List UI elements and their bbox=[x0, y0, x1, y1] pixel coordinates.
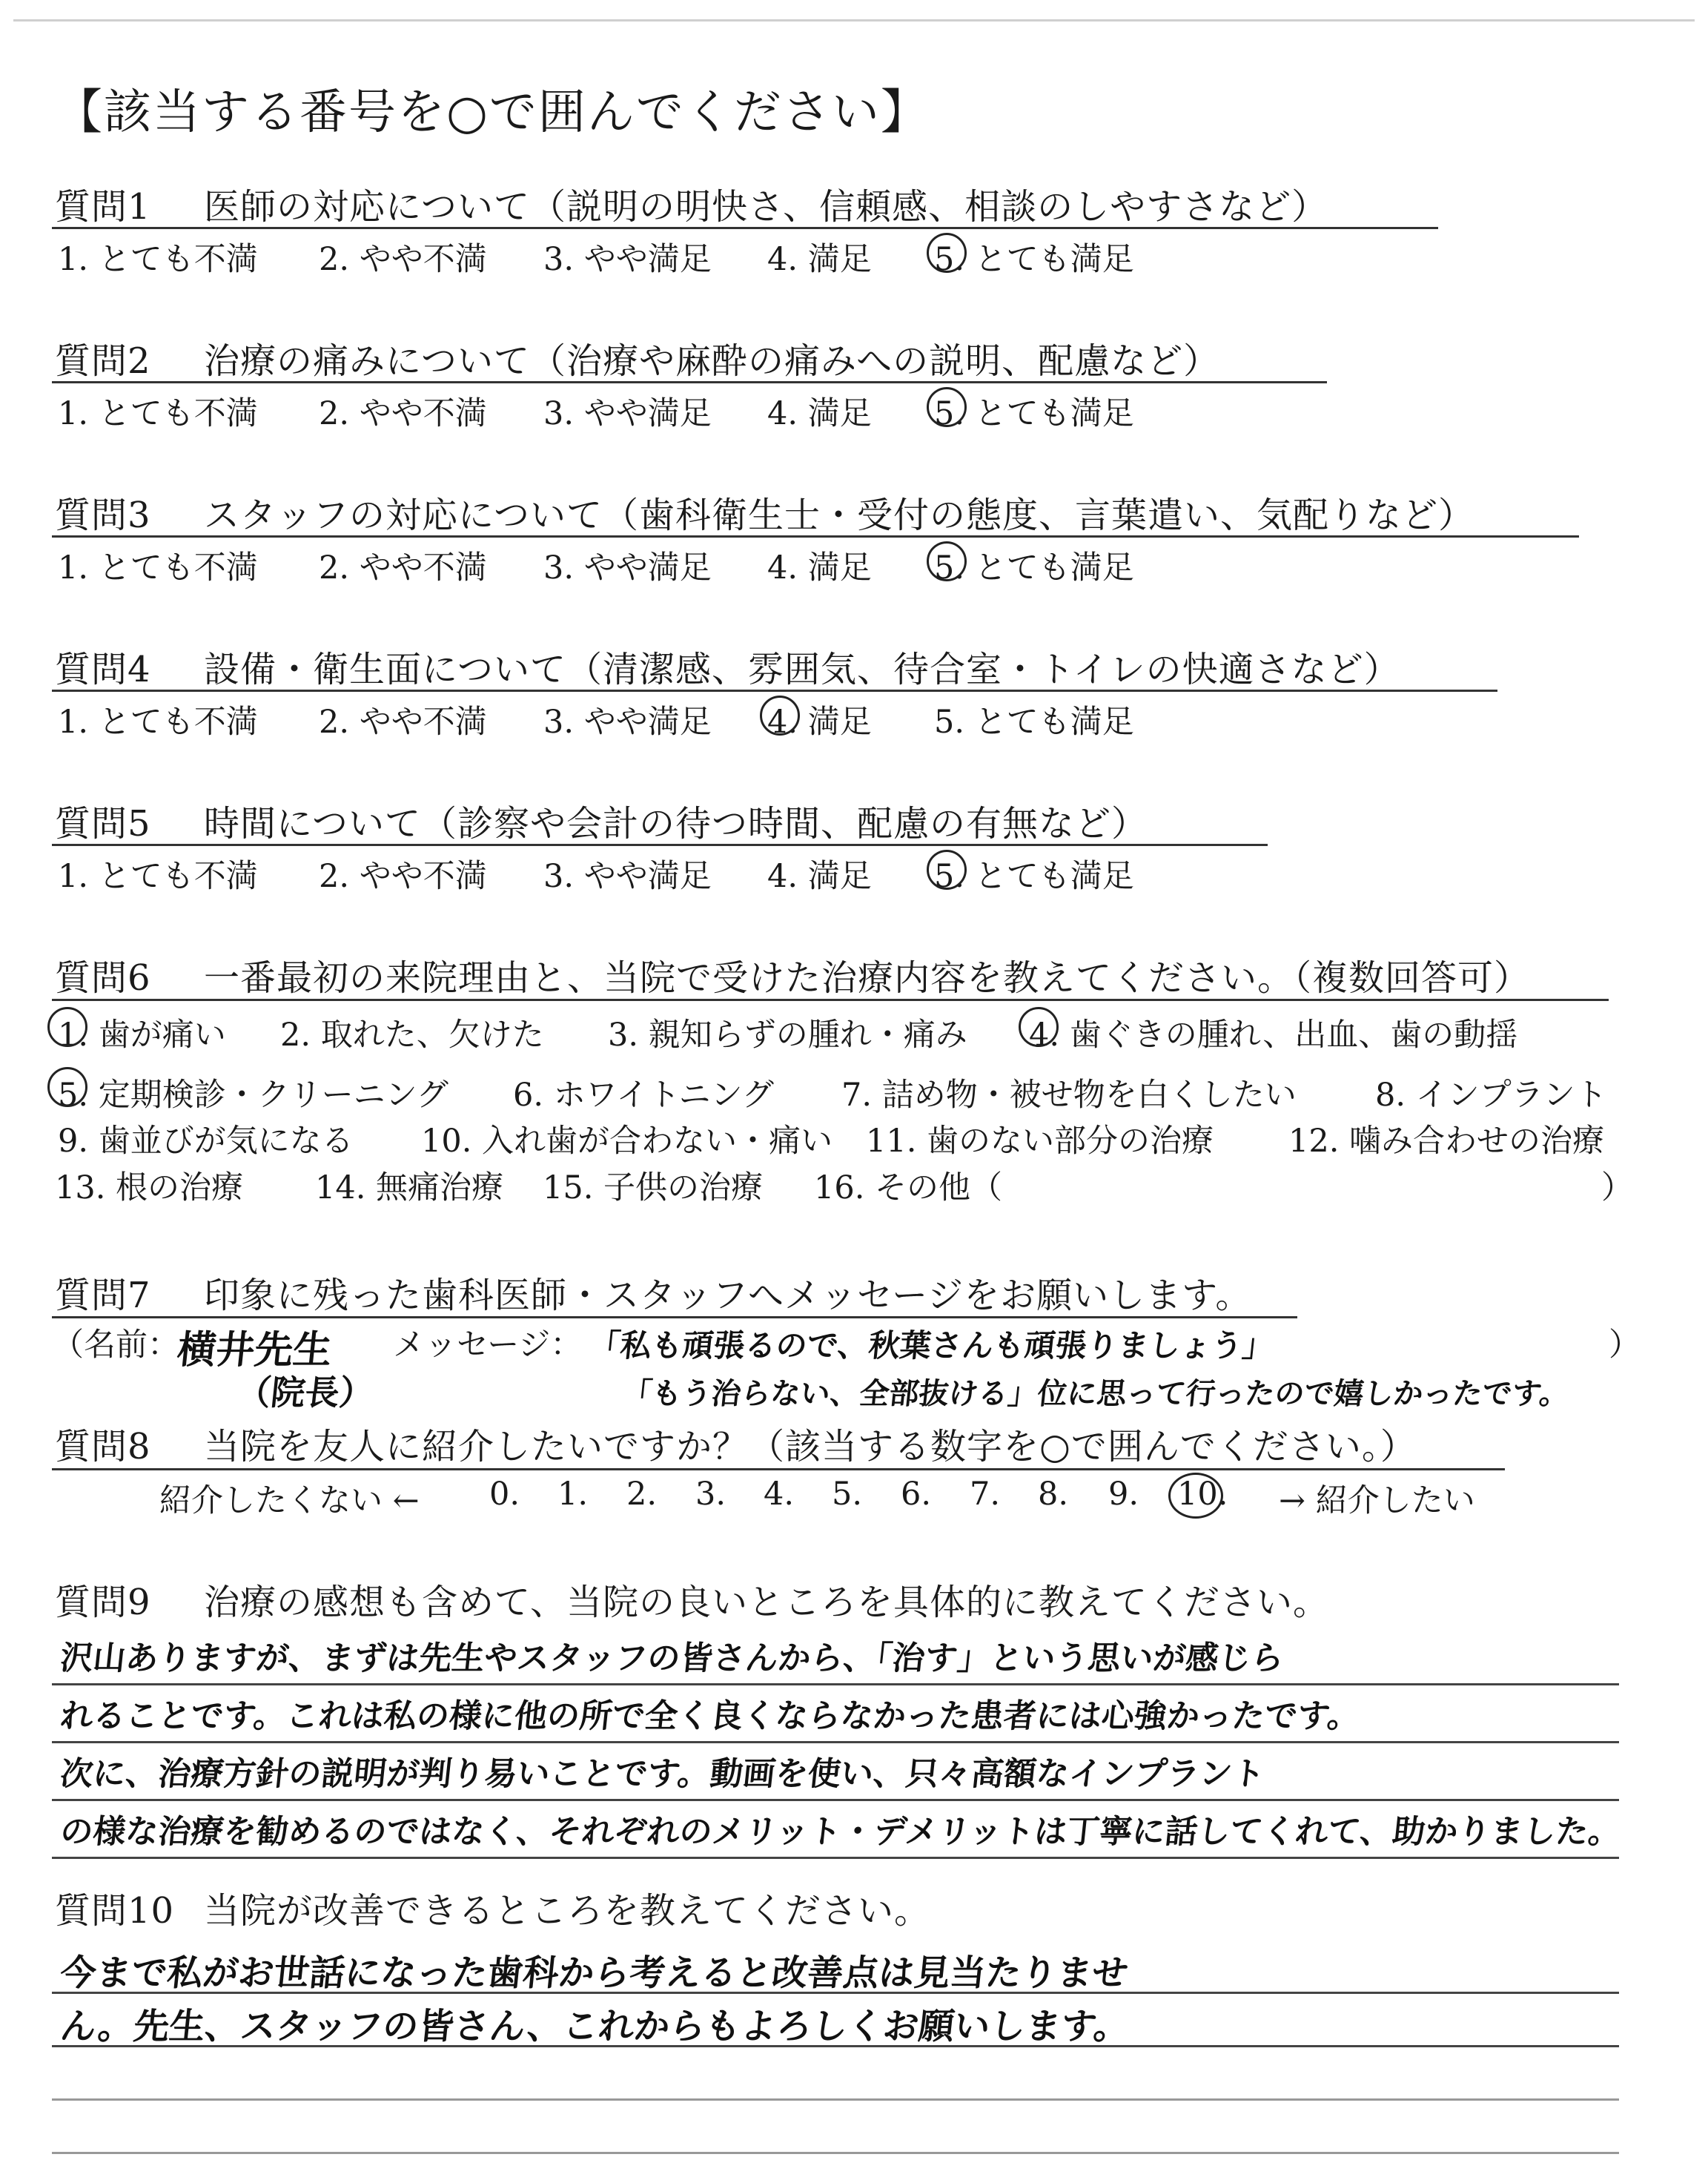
scale-option-5: 5. とても満足 bbox=[934, 858, 1134, 895]
answer-circle bbox=[927, 387, 967, 427]
scale-option-1: 1. とても不満 bbox=[58, 241, 258, 278]
answer-circle bbox=[47, 1007, 87, 1047]
message-label: メッセージ： bbox=[393, 1327, 583, 1364]
question-text: 治療の感想も含めて、当院の良いところを具体的に教えてください。 bbox=[204, 1582, 1330, 1623]
scale-right-label: → 紹介したい bbox=[1279, 1482, 1475, 1519]
handwritten-name: 横井先生 bbox=[175, 1328, 334, 1373]
ruled-line bbox=[52, 2152, 1619, 2154]
treatment-option-9: 9. 歯並びが気になる bbox=[58, 1123, 354, 1160]
scale-option-4: 4. 満足 bbox=[767, 549, 872, 587]
ruled-line bbox=[52, 1799, 1619, 1801]
answer-circle bbox=[1019, 1007, 1059, 1047]
treatment-option-11: 11. 歯のない部分の治療 bbox=[866, 1123, 1214, 1160]
scale-option-1: 1. とても不満 bbox=[58, 549, 258, 587]
handwritten-answer-line: ん。先生、スタッフの皆さん、これからもよろしくお願いします。 bbox=[58, 2006, 1132, 2047]
question-text: 当院が改善できるところを教えてください。 bbox=[204, 1890, 931, 1932]
scale-number-9: 9. bbox=[1108, 1476, 1139, 1513]
scale-option-3: 3. やや満足 bbox=[543, 549, 712, 587]
handwritten-answer-line: 次に、治療方針の説明が判り易いことです。動画を使い、只々高額なインプラント bbox=[58, 1755, 1267, 1793]
message-close-paren: ） bbox=[1609, 1327, 1641, 1364]
question-label: 質問5 bbox=[55, 803, 151, 845]
ruled-line bbox=[52, 1741, 1619, 1743]
question-label: 質問1 bbox=[55, 186, 151, 228]
question-underline bbox=[52, 1468, 1505, 1470]
scale-option-2: 2. やや不満 bbox=[319, 549, 487, 587]
question-label: 質問10 bbox=[55, 1890, 175, 1932]
question-text: 一番最初の来院理由と、当院で受けた治療内容を教えてください。（複数回答可） bbox=[204, 957, 1531, 999]
question-underline bbox=[52, 535, 1579, 538]
scale-option-1: 1. とても不満 bbox=[58, 858, 258, 895]
scale-number-10: 10. bbox=[1177, 1476, 1228, 1513]
question-text: 印象に残った歯科医師・スタッフへメッセージをお願いします。 bbox=[204, 1275, 1252, 1316]
treatment-option-13: 13. 根の治療 bbox=[55, 1169, 244, 1206]
question-label: 質問9 bbox=[55, 1582, 151, 1623]
scale-number-6: 6. bbox=[901, 1476, 932, 1513]
scale-option-4: 4. 満足 bbox=[767, 395, 872, 432]
scale-option-2: 2. やや不満 bbox=[319, 241, 487, 278]
scale-option-1: 1. とても不満 bbox=[58, 704, 258, 741]
question-label: 質問3 bbox=[55, 495, 151, 536]
treatment-option-8: 8. インプラント bbox=[1375, 1077, 1607, 1114]
handwritten-message-line-1: 「私も頑張るので、秋葉さんも頑張りましょう」 bbox=[587, 1327, 1276, 1364]
question-label: 質問4 bbox=[55, 649, 151, 690]
instruction-heading: 【該当する番号を○で囲んでください】 bbox=[55, 85, 930, 140]
question-text: スタッフの対応について（歯科衛生士・受付の態度、言葉遣い、気配りなど） bbox=[204, 495, 1475, 536]
question-underline bbox=[52, 227, 1438, 229]
treatment-option-14: 14. 無痛治療 bbox=[315, 1169, 504, 1206]
scale-option-1: 1. とても不満 bbox=[58, 395, 258, 432]
question-underline bbox=[52, 381, 1327, 383]
question-text: 医師の対応について（説明の明快さ、信頼感、相談のしやすさなど） bbox=[204, 186, 1328, 228]
treatment-option-7: 7. 詰め物・被せ物を白くしたい bbox=[841, 1077, 1297, 1114]
handwritten-answer-line: の様な治療を勧めるのではなく、それぞれのメリット・デメリットは丁寧に話してくれて、助かりました。 bbox=[58, 1813, 1623, 1851]
scale-option-3: 3. やや満足 bbox=[543, 704, 712, 741]
question-underline bbox=[52, 690, 1497, 692]
scale-left-label: 紹介したくない ← bbox=[159, 1482, 420, 1519]
scale-option-4: 4. 満足 bbox=[767, 858, 872, 895]
other-close-paren: ） bbox=[1601, 1169, 1633, 1206]
scale-option-5: 5. とても満足 bbox=[934, 395, 1134, 432]
handwritten-answer-line: 今まで私がお世話になった歯科から考えると改善点は見当たりませ bbox=[58, 1952, 1131, 1994]
scale-option-3: 3. やや満足 bbox=[543, 395, 712, 432]
question-underline bbox=[52, 999, 1609, 1001]
question-label: 質問8 bbox=[55, 1426, 151, 1467]
treatment-option-5: 5. 定期検診・クリーニング bbox=[58, 1077, 448, 1114]
ruled-line bbox=[52, 2098, 1619, 2101]
handwritten-answer-line: 沢山ありますが、まずは先生やスタッフの皆さんから、「治す」という思いが感じら bbox=[58, 1639, 1286, 1677]
answer-circle bbox=[927, 850, 967, 890]
treatment-option-4: 4. 歯ぐきの腫れ、出血、歯の動揺 bbox=[1029, 1017, 1518, 1054]
treatment-option-16: 16. その他（ bbox=[814, 1169, 1003, 1206]
question-text: 時間について（診察や会計の待つ時間、配慮の有無など） bbox=[204, 803, 1148, 845]
scale-option-4: 4. 満足 bbox=[767, 704, 872, 741]
question-text: 当院を友人に紹介したいですか？（該当する数字を○で囲んでください。） bbox=[204, 1426, 1417, 1467]
treatment-option-1: 1. 歯が痛い bbox=[58, 1017, 226, 1054]
scale-option-3: 3. やや満足 bbox=[543, 858, 712, 895]
question-underline bbox=[52, 844, 1268, 846]
question-text: 治療の痛みについて（治療や麻酔の痛みへの説明、配慮など） bbox=[204, 340, 1220, 382]
answer-circle bbox=[1168, 1473, 1223, 1519]
treatment-option-2: 2. 取れた、欠けた bbox=[280, 1017, 544, 1054]
scale-number-4: 4. bbox=[764, 1476, 795, 1513]
scale-number-8: 8. bbox=[1038, 1476, 1069, 1513]
scale-number-5: 5. bbox=[832, 1476, 863, 1513]
scale-number-0: 0. bbox=[489, 1476, 520, 1513]
scale-number-3: 3. bbox=[695, 1476, 726, 1513]
handwritten-answer-line: れることです。これは私の様に他の所で全く良くならなかった患者には心強かったです。 bbox=[58, 1697, 1363, 1735]
name-label: （名前： bbox=[52, 1327, 179, 1364]
answer-circle bbox=[760, 696, 800, 736]
treatment-option-10: 10. 入れ歯が合わない・痛い bbox=[421, 1123, 833, 1160]
scale-option-2: 2. やや不満 bbox=[319, 858, 487, 895]
answer-circle bbox=[47, 1067, 87, 1107]
question-label: 質問2 bbox=[55, 340, 151, 382]
scale-option-2: 2. やや不満 bbox=[319, 395, 487, 432]
scale-number-7: 7. bbox=[970, 1476, 1001, 1513]
treatment-option-6: 6. ホワイトニング bbox=[513, 1077, 774, 1114]
answer-circle bbox=[927, 233, 967, 273]
scale-option-5: 5. とても満足 bbox=[934, 549, 1134, 587]
treatment-option-3: 3. 親知らずの腫れ・痛み bbox=[608, 1017, 967, 1054]
ruled-line bbox=[52, 1857, 1619, 1859]
scale-option-4: 4. 満足 bbox=[767, 241, 872, 278]
question-text: 設備・衛生面について（清潔感、雰囲気、待合室・トイレの快適さなど） bbox=[204, 649, 1400, 690]
handwritten-message-line-2: 「もう治らない、全部抜ける」位に思って行ったので嬉しかったです。 bbox=[620, 1377, 1571, 1411]
scale-number-2: 2. bbox=[626, 1476, 658, 1513]
ruled-line bbox=[52, 1683, 1619, 1685]
scale-option-2: 2. やや不満 bbox=[319, 704, 487, 741]
answer-circle bbox=[927, 541, 967, 581]
question-label: 質問6 bbox=[55, 957, 151, 999]
question-label: 質問7 bbox=[55, 1275, 151, 1316]
treatment-option-12: 12. 噛み合わせの治療 bbox=[1288, 1123, 1605, 1160]
top-border bbox=[13, 19, 1695, 22]
scale-number-1: 1. bbox=[557, 1476, 589, 1513]
handwritten-name-title: （院長） bbox=[234, 1373, 376, 1413]
treatment-option-15: 15. 子供の治療 bbox=[543, 1169, 764, 1206]
scale-option-5: 5. とても満足 bbox=[934, 704, 1134, 741]
scale-option-5: 5. とても満足 bbox=[934, 241, 1134, 278]
scale-option-3: 3. やや満足 bbox=[543, 241, 712, 278]
